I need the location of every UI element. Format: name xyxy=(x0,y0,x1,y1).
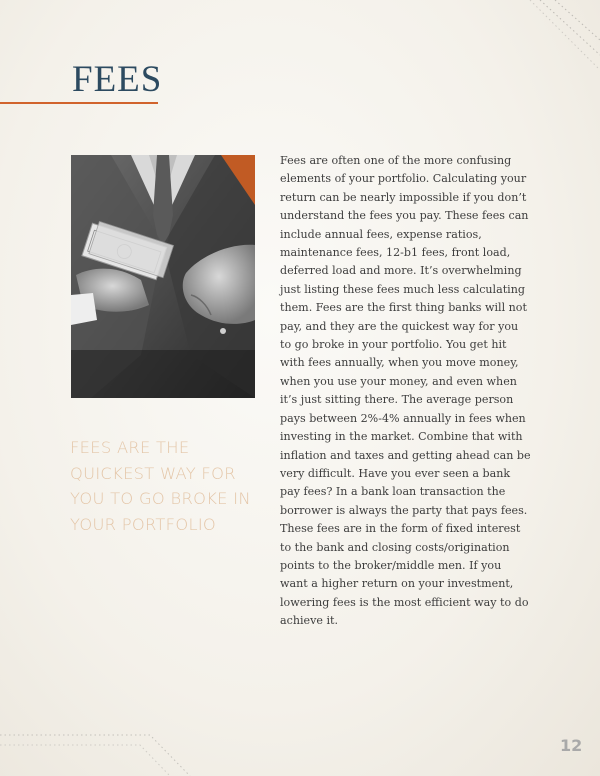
page-number: 12 xyxy=(560,736,583,755)
title-underline xyxy=(0,102,158,104)
body-text: Fees are often one of the more confusing elements of your portfolio. Calculating your return can be nearly impossible if you don’t understand the fees you pay. These fees can include annual fees, expense ratios, maintenance fees, 12-b1 fees, front load, deferred load and more. It’s overwhelming just listing these fees much less calculating them. Fees are the first thing banks will not pay, and they are the quickest way for you to go broke in your portfolio. You get hit with fees annually, when you move money, when you use your money, and even when it’s just sitting there. The average person pays between 2%-4% annually in fees when investing in the market. Combine that with inflation and taxes and getting ahead can be very difficult. Have you ever seen a bank pay fees? In a bank loan transaction the borrower is always the party that pays fees. These fees are in the form of fixed interest to the bank and closing costs/origination points to the broker/middle men. If you want a higher return on your investment, lowering fees is the most efficient way to do achieve it. xyxy=(280,154,531,628)
photo-cash-handoff xyxy=(71,155,255,398)
corner-dots-bottom-left xyxy=(0,725,200,776)
pull-quote: FEES ARE THE QUICKEST WAY FOR YOU TO GO BROKE IN YOUR PORTFOLIO xyxy=(70,438,251,534)
corner-dots-top-right xyxy=(500,0,600,90)
page-title: FEES xyxy=(72,59,163,100)
